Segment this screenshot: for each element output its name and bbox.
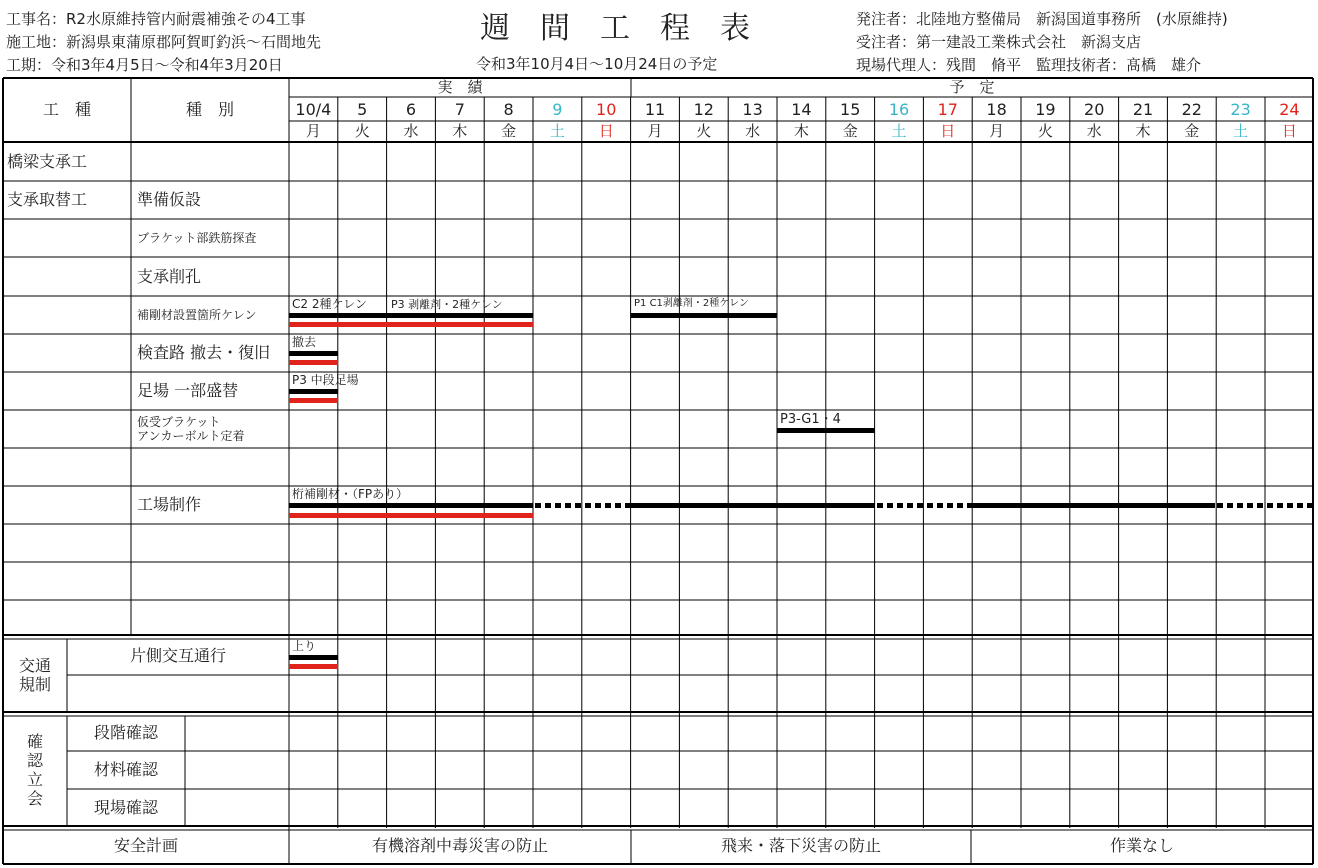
day-weekday: 木 (1135, 122, 1151, 140)
row-work-type (7, 296, 131, 334)
schedule-range: 令和3年10月4日～10月24日の予定 (476, 55, 718, 73)
day-date: 21 (1132, 100, 1154, 119)
plan-bar (289, 655, 338, 660)
bar-label-karuke: P3-G1・4 (780, 412, 841, 427)
row-category: 検査路 撤去・復旧 (137, 343, 271, 362)
row-category: 補剛材設置箇所ケレン (137, 308, 257, 322)
col-work-type: 工 種 (42, 100, 91, 119)
row-work-type (7, 219, 131, 257)
page-title: 週 間 工 程 表 (480, 11, 750, 46)
row-work-type: 支承取替工 (7, 190, 88, 209)
safety-label: 安全計画 (113, 836, 178, 855)
row-work-type: 橋梁支承工 (7, 151, 88, 171)
day-weekday: 日 (1281, 122, 1297, 140)
bar-label-keren-p1: P1 C1剥離剤・2種ケレン (634, 298, 749, 309)
day-weekday: 火 (354, 122, 370, 140)
actual-bar (289, 513, 533, 518)
project-name: 工事名：R2水原維持管内耐震補強その4工事 (6, 10, 306, 28)
actual-bar (289, 360, 338, 365)
row-category: ブラケット部鉄筋探査 (137, 231, 257, 245)
plan-bar (289, 351, 338, 356)
actual-bar (289, 322, 533, 327)
actual-bar (289, 664, 338, 669)
row-work-type (7, 486, 131, 524)
day-weekday: 火 (696, 122, 712, 140)
day-weekday: 月 (647, 122, 663, 140)
day-date: 17 (937, 100, 958, 119)
row-category: 工場制作 (137, 495, 202, 514)
client-info: 発注者：北陸地方整備局 新潟国道事務所 (水原維持) (856, 10, 1228, 28)
day-date: 15 (840, 100, 861, 119)
day-date: 22 (1181, 100, 1202, 119)
plan-bar (971, 503, 1215, 508)
day-weekday: 土 (891, 122, 907, 140)
day-weekday: 水 (403, 122, 419, 140)
contractor-info: 受注者：第一建設工業株式会社 新潟支店 (856, 33, 1142, 51)
traffic-item: 片側交互通行 (129, 646, 226, 665)
confirm-item-material: 材料確認 (93, 760, 158, 779)
day-date: 10/4 (295, 100, 332, 119)
bar-label-keren-c2: C2 2種ケレン (292, 297, 367, 311)
bar-label-kensaro: 撤去 (292, 335, 317, 349)
day-date: 24 (1279, 100, 1300, 119)
plan-bar-dashed (1217, 503, 1313, 508)
day-date: 13 (742, 100, 763, 119)
plan-bar-dashed (535, 503, 631, 508)
plan-bar (631, 503, 875, 508)
plan-bar (289, 313, 533, 318)
actual-label: 実 績 (437, 78, 483, 96)
site-location: 施工地：新潟県東蒲原郡阿賀町釣浜～石間地先 (6, 33, 322, 51)
day-date: 20 (1084, 100, 1105, 119)
day-weekday: 水 (745, 122, 761, 140)
day-weekday: 木 (452, 122, 468, 140)
bar-label-kojo: 桁補剛材・（FPあり） (292, 487, 409, 501)
bar-label-ashiba: P3 中段足場 (292, 373, 359, 387)
actual-bar (289, 398, 338, 403)
day-weekday: 月 (305, 122, 321, 140)
plan-bar (289, 389, 338, 394)
day-date: 18 (986, 100, 1007, 119)
safety-item: 飛来・落下災害の防止 (720, 836, 881, 855)
day-date: 14 (791, 100, 812, 119)
confirm-item-site: 現場確認 (93, 797, 158, 817)
day-weekday: 木 (793, 122, 809, 140)
day-date: 19 (1035, 100, 1056, 119)
day-date: 11 (644, 100, 666, 119)
row-category (137, 142, 287, 181)
day-date: 12 (693, 100, 714, 119)
plan-bar (777, 428, 875, 433)
day-weekday: 日 (940, 122, 956, 140)
day-weekday: 水 (1086, 122, 1102, 140)
bar-label-traffic: 上り (292, 639, 317, 653)
day-date: 9 (552, 100, 563, 119)
day-date: 10 (596, 100, 617, 119)
safety-item: 作業なし (1109, 836, 1174, 855)
row-category: 仮受ブラケット アンカーボルト定着 (137, 415, 245, 443)
plan-bar (631, 313, 777, 318)
confirm-group-label: 確 認 立 会 (26, 732, 43, 808)
row-category: 足場 一部盛替 (137, 381, 239, 400)
plan-bar-dashed (877, 503, 971, 508)
day-weekday: 月 (989, 122, 1005, 140)
day-date: 23 (1230, 100, 1251, 119)
day-weekday: 日 (598, 122, 614, 140)
row-work-type (7, 448, 131, 486)
row-work-type (7, 257, 131, 296)
day-weekday: 金 (1184, 122, 1200, 140)
row-work-type (7, 334, 131, 372)
day-date: 16 (888, 100, 910, 119)
plan-bar (289, 503, 533, 508)
safety-item: 有機溶剤中毒災害の防止 (371, 836, 548, 855)
row-work-type (7, 410, 131, 448)
day-date: 5 (357, 100, 368, 119)
day-weekday: 金 (842, 122, 858, 140)
day-weekday: 金 (501, 122, 517, 140)
site-agents: 現場代理人：残間 脩平 監理技術者：髙橋 雄介 (856, 56, 1202, 74)
col-category: 種 別 (185, 100, 234, 119)
bar-label-keren-p3: P3 剥離剤・2種ケレン (391, 298, 503, 311)
row-category (137, 448, 287, 486)
row-work-type (7, 372, 131, 410)
day-date: 8 (503, 100, 514, 119)
confirm-item-stage: 段階確認 (93, 722, 158, 742)
day-date: 7 (454, 100, 465, 119)
row-category: 支承削孔 (137, 266, 202, 286)
construction-period: 工期：令和3年4月5日～令和4年3月20日 (6, 56, 283, 74)
traffic-group-label: 交通 規制 (18, 655, 51, 694)
day-weekday: 土 (1233, 122, 1249, 140)
day-date: 6 (405, 100, 417, 119)
planned-label: 予 定 (949, 78, 995, 96)
day-weekday: 火 (1037, 122, 1053, 140)
day-weekday: 土 (549, 122, 565, 140)
row-category: 準備仮設 (137, 190, 202, 209)
